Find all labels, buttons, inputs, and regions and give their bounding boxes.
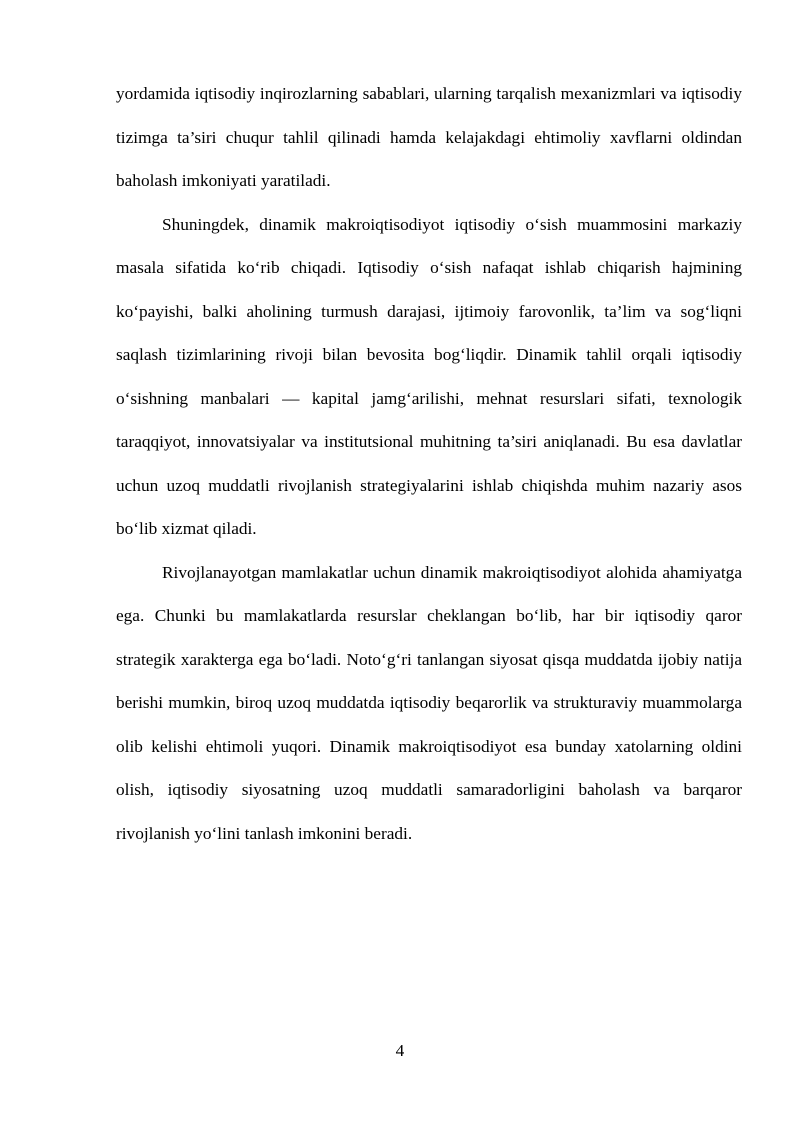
paragraph-developing-countries: Rivojlanayotgan mamlakatlar uchun dinamik makroiqtisodiyot alohida ahamiyatga ega. Chunki bu mamlakatlarda resurslar cheklangan bo‘lib, har bir iqtisodiy qaror strategik xarakterga ega bo‘ladi. Noto‘g‘ri tanlangan siyosat qisqa muddatda ijobiy natija berishi mumkin, biroq uzoq muddatda iqtisodiy beqarorlik va strukturaviy muammolarga olib kelishi ehtimoli yuqori. Dinamik makroiqtisodiyot esa bunday xatolarning oldini olish, iqtisodiy siyosatning uzoq muddatli samaradorligini baholash va barqaror rivojlanish yo‘lini tanlash imkonini beradi.	[116, 562, 742, 843]
page-number: 4	[395, 1041, 405, 1060]
paragraph-continuation: yordamida iqtisodiy inqirozlarning sabablari, ularning tarqalish mexanizmlari va iqtisodiy tizimga ta’siri chuqur tahlil qilinadi hamda kelajakdagi ehtimoliy xavflarni oldindan baholash imkoniyati yaratiladi.	[116, 84, 742, 190]
paragraph-economic-growth: Shuningdek, dinamik makroiqtisodiyot iqtisodiy o‘sish muammosini markaziy masala sifatida ko‘rib chiqadi. Iqtisodiy o‘sish nafaqat ishlab chiqarish hajmining ko‘payishi, balki aholining turmush darajasi, ijtimoiy farovonlik, ta’lim va sog‘liqni saqlash tizimlarining rivoji bilan bevosita bog‘liqdir. Dinamik tahlil orqali iqtisodiy o‘sishning manbalari — kapital jamg‘arilishi, mehnat resurslari sifati, texnologik taraqqiyot, innovatsiyalar va institutsional muhitning ta’siri aniqlanadi. Bu esa davlatlar uchun uzoq muddatli rivojlanish strategiyalarini ishlab chiqishda muhim nazariy asos bo‘lib xizmat qiladi.	[116, 214, 742, 538]
body-text	[116, 72, 742, 855]
